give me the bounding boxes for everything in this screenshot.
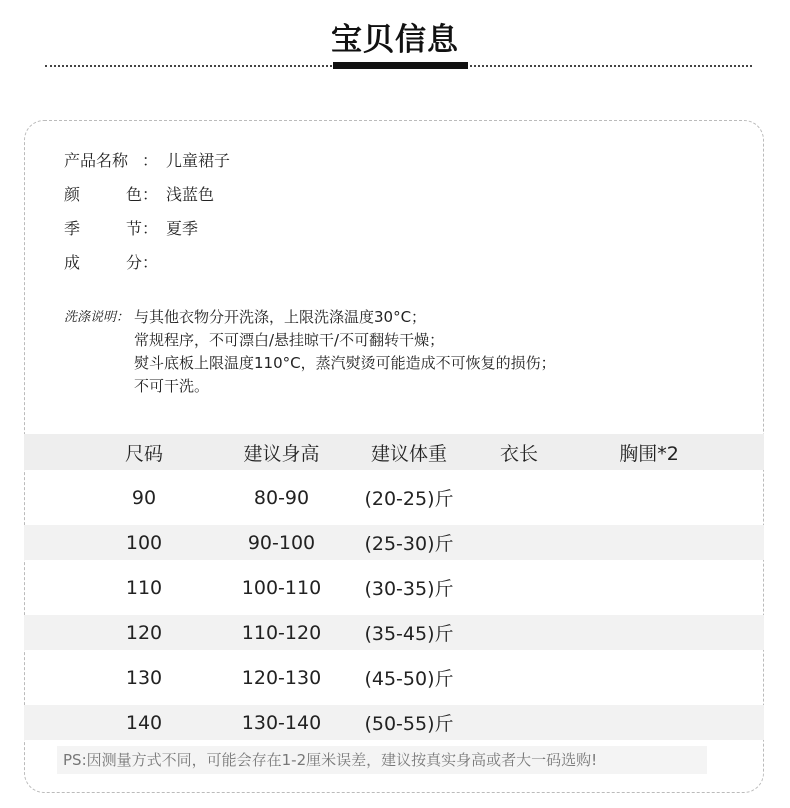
cell-size: 100 bbox=[125, 531, 163, 554]
cell-height: 120-130 bbox=[241, 666, 322, 689]
care-line: 不可干洗。 bbox=[134, 377, 210, 395]
measurement-note: PS:因测量方式不同，可能会存在1-2厘米误差，建议按真实身高或者大一码选购! bbox=[57, 746, 707, 774]
column-header-weight: 建议体重 bbox=[370, 442, 447, 465]
info-row-name bbox=[64, 150, 230, 184]
care-line: 熨斗底板上限温度110°C，蒸汽熨烫可能造成不可恢复的损伤； bbox=[134, 354, 556, 372]
size-table bbox=[24, 434, 764, 740]
care-line: 与其他衣物分开洗涤，上限洗涤温度30°C； bbox=[134, 308, 427, 326]
table-row bbox=[24, 470, 764, 525]
cell-height: 100-110 bbox=[241, 576, 322, 599]
cell-weight: (30-35)斤 bbox=[364, 578, 454, 600]
column-header-chest: 胸围*2 bbox=[619, 442, 679, 465]
column-header-height: 建议身高 bbox=[243, 442, 320, 465]
table-row bbox=[24, 525, 764, 560]
cell-size: 120 bbox=[125, 621, 163, 644]
info-label-first: 颜 bbox=[64, 185, 81, 204]
info-value-color: 浅蓝色 bbox=[166, 185, 215, 204]
cell-height: 80-90 bbox=[253, 486, 310, 509]
info-row-season bbox=[64, 218, 230, 252]
cell-size: 130 bbox=[125, 666, 163, 689]
cell-height: 90-100 bbox=[247, 531, 316, 554]
cell-height: 130-140 bbox=[241, 711, 322, 734]
info-label-first: 成 bbox=[64, 253, 81, 272]
table-row bbox=[24, 615, 764, 650]
column-header-length: 衣长 bbox=[499, 442, 538, 465]
section-header bbox=[0, 0, 790, 80]
title-underline-bar bbox=[333, 62, 468, 69]
info-value-season: 夏季 bbox=[166, 219, 199, 238]
cell-weight: (20-25)斤 bbox=[364, 488, 454, 510]
care-line: 常规程序，不可漂白/悬挂晾干/不可翻转干燥； bbox=[134, 331, 445, 349]
care-label: 洗涤说明： bbox=[64, 310, 130, 325]
info-colon: ： bbox=[142, 253, 159, 272]
cell-size: 140 bbox=[125, 711, 163, 734]
product-info bbox=[64, 150, 230, 286]
column-header-size: 尺码 bbox=[124, 442, 163, 465]
table-row bbox=[24, 650, 764, 705]
cell-weight: (45-50)斤 bbox=[364, 668, 454, 690]
info-label-second: 色 bbox=[125, 185, 142, 204]
info-label-first: 季 bbox=[64, 219, 81, 238]
info-value-name: 儿童裙子 bbox=[166, 151, 231, 170]
info-label-second: 节 bbox=[125, 219, 142, 238]
table-row bbox=[24, 705, 764, 740]
cell-weight: (35-45)斤 bbox=[364, 623, 454, 645]
info-colon: ： bbox=[142, 185, 159, 204]
table-row bbox=[24, 560, 764, 615]
info-row-color bbox=[64, 184, 230, 218]
cell-size: 110 bbox=[125, 576, 163, 599]
care-instructions bbox=[64, 306, 556, 398]
table-header-row bbox=[24, 434, 764, 470]
cell-size: 90 bbox=[131, 486, 157, 509]
page-title: 宝贝信息 bbox=[331, 22, 459, 58]
info-colon: ： bbox=[142, 151, 159, 170]
cell-weight: (25-30)斤 bbox=[364, 533, 454, 555]
info-label-second: 分 bbox=[125, 253, 142, 272]
info-colon: ： bbox=[142, 219, 159, 238]
info-label: 产品名称 bbox=[64, 151, 129, 170]
info-row-material bbox=[64, 252, 230, 286]
cell-height: 110-120 bbox=[241, 621, 322, 644]
cell-weight: (50-55)斤 bbox=[364, 713, 454, 735]
